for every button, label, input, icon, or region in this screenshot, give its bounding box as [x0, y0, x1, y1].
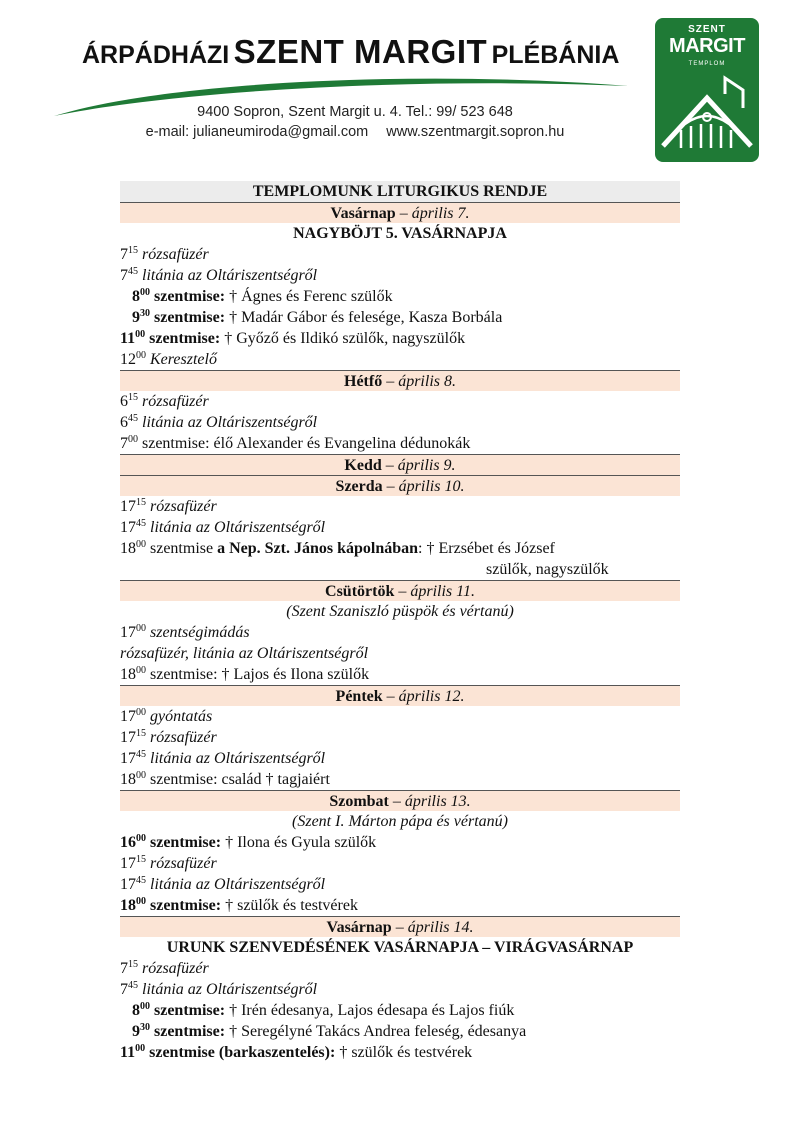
email: e-mail: julianeumiroda@gmail.com: [145, 124, 369, 140]
item-time: [120, 666, 146, 683]
item-text: litánia az Oltáriszentségről: [142, 981, 318, 998]
day-subtitle: (Szent Szaniszló püspök és vértanú): [286, 603, 514, 620]
item-text: † Irén édesanya, Lajos édesapa és Lajos fiúk: [229, 1002, 515, 1019]
day-header: Szombat – április 13.: [120, 790, 680, 811]
item-time: [132, 1023, 150, 1040]
schedule-item: [120, 517, 680, 538]
time-minute: 45: [136, 875, 146, 886]
time-hour: 17: [120, 708, 136, 725]
day-name: Hétfő: [344, 373, 383, 390]
item-text: Keresztelő: [150, 351, 217, 368]
time-hour: 8: [132, 288, 140, 305]
item-time: [120, 267, 138, 284]
time-minute: 45: [128, 413, 138, 424]
time-hour: 18: [120, 897, 136, 914]
time-minute: 00: [136, 833, 146, 844]
church-logo: [655, 18, 759, 162]
time-minute: 45: [128, 980, 138, 991]
day-subtitle: URUNK SZENVEDÉSÉNEK VASÁRNAPJA – VIRÁGVASÁRNAP: [166, 939, 634, 956]
item-time: [120, 729, 146, 746]
time-hour: 18: [120, 666, 136, 683]
schedule-item: [120, 1042, 680, 1063]
time-minute: 45: [128, 266, 138, 277]
item-text: szentségimádás: [150, 624, 250, 641]
time-hour: 17: [120, 750, 136, 767]
website: www.szentmargit.sopron.hu: [386, 124, 565, 140]
time-minute: 00: [140, 1001, 150, 1012]
item-time: [120, 498, 146, 515]
time-minute: 15: [128, 392, 138, 403]
schedule-item: [120, 979, 680, 1000]
item-time: [120, 519, 146, 536]
schedule-item: [120, 748, 680, 769]
time-hour: 11: [120, 1044, 136, 1061]
time-minute: 45: [136, 518, 146, 529]
time-hour: 16: [120, 834, 136, 851]
item-text: rózsafüzér, litánia az Oltáriszentségről: [120, 645, 369, 662]
day-name: Szombat: [329, 793, 389, 810]
item-text: rózsafüzér: [142, 960, 209, 977]
schedule-item: [120, 727, 680, 748]
item-time: [120, 414, 138, 431]
time-hour: 17: [120, 519, 136, 536]
logo-line-3: TEMPLOM: [688, 61, 726, 67]
address-line: 9400 Sopron, Szent Margit u. 4. Tel.: 99/ 523 648: [197, 104, 513, 120]
mass-label: szentmise:: [154, 1002, 226, 1019]
day-date: április 9.: [397, 457, 456, 474]
item-text: rózsafüzér: [142, 393, 209, 410]
schedule-item: [120, 286, 680, 307]
title-part-3: PLÉBÁNIA: [491, 41, 620, 69]
time-hour: 7: [120, 267, 128, 284]
day-name: Csütörtök: [325, 583, 395, 600]
contact-line: [120, 124, 590, 140]
time-hour: 6: [120, 414, 128, 431]
schedule-item: [120, 538, 680, 559]
schedule-item: [120, 958, 680, 979]
item-time: [120, 351, 146, 368]
item-text: litánia az Oltáriszentségről: [142, 414, 318, 431]
day-name: Kedd: [344, 457, 382, 474]
item-text: † Madár Gábor és felesége, Kasza Borbála: [229, 309, 503, 326]
schedule-item: [120, 706, 680, 727]
day-header: Hétfő – április 8.: [120, 370, 680, 391]
time-hour: 12: [120, 351, 136, 368]
item-text: rózsafüzér: [142, 246, 209, 263]
item-time: [120, 750, 146, 767]
item-time: [120, 876, 146, 893]
item-text: rózsafüzér: [150, 729, 217, 746]
schedule-item: [120, 853, 680, 874]
item-time: [120, 960, 138, 977]
item-text: † szülők és testvérek: [339, 1044, 473, 1061]
item-text: † szülők és testvérek: [225, 897, 358, 914]
item-time: [120, 624, 146, 641]
chapel-location: a Nep. Szt. János kápolnában: [217, 540, 419, 557]
schedule-item: [120, 328, 680, 349]
day-date: április 11.: [410, 583, 475, 600]
time-minute: 00: [135, 1043, 146, 1054]
logo-line-1: SZENT: [688, 24, 726, 35]
day-date: április 12.: [398, 688, 465, 705]
time-hour: 7: [120, 960, 128, 977]
paren-close: ):: [324, 1044, 336, 1061]
item-time: [120, 855, 146, 872]
schedule-item: [120, 874, 680, 895]
schedule-item: [120, 412, 680, 433]
time-minute: 15: [128, 245, 138, 256]
day-date: április 10.: [398, 478, 465, 495]
time-minute: 30: [140, 1022, 150, 1033]
mass-label: szentmise:: [150, 834, 222, 851]
item-time: [120, 330, 145, 347]
day-header: Csütörtök – április 11.: [120, 580, 680, 601]
time-minute: 15: [128, 959, 138, 970]
time-hour: 9: [132, 309, 140, 326]
day-date: április 13.: [404, 793, 471, 810]
item-time: [120, 981, 138, 998]
time-hour: 6: [120, 393, 128, 410]
item-text: † Győző és Ildikó szülők, nagyszülők: [224, 330, 466, 347]
time-hour: 18: [120, 771, 136, 788]
schedule-item: [120, 307, 680, 328]
title-part-1: ÁRPÁDHÁZI: [82, 41, 230, 69]
day-name: Vasárnap: [326, 919, 392, 936]
day-date: április 8.: [398, 373, 456, 390]
time-hour: 7: [120, 435, 128, 452]
schedule-item: [120, 664, 680, 685]
day-header: Vasárnap – április 14.: [120, 916, 680, 937]
schedule-item: [120, 643, 680, 664]
time-minute: 00: [136, 770, 146, 781]
day-date: április 14.: [407, 919, 474, 936]
time-minute: 00: [136, 539, 146, 550]
blessing-note: barkaszentelés: [224, 1044, 325, 1061]
item-text: szentmise: † Lajos és Ilona szülők: [150, 666, 370, 683]
liturgical-schedule: [120, 181, 680, 1063]
schedule-item: [120, 1000, 680, 1021]
item-text: litánia az Oltáriszentségről: [150, 750, 326, 767]
item-text: szentmise: élő Alexander és Evangelina dédunokák: [142, 435, 471, 452]
item-text: : † Erzsébet és József: [418, 540, 555, 557]
schedule-item: [120, 895, 680, 916]
time-minute: 30: [140, 308, 150, 319]
item-text: † Ágnes és Ferenc szülők: [229, 288, 393, 305]
letterhead: [0, 0, 800, 175]
item-text: gyóntatás: [150, 708, 213, 725]
item-time: [132, 1002, 150, 1019]
time-hour: 7: [120, 246, 128, 263]
time-minute: 45: [136, 749, 146, 760]
day-subtitle: (Szent I. Márton pápa és vértanú): [292, 813, 508, 830]
schedule-heading: TEMPLOMUNK LITURGIKUS RENDJE: [120, 181, 680, 202]
item-text: szentmise: család † tagjaiért: [150, 771, 330, 788]
item-time: [120, 708, 146, 725]
time-minute: 00: [136, 350, 146, 361]
paren-open: (: [218, 1044, 225, 1061]
item-text: rózsafüzér: [150, 855, 217, 872]
time-minute: 00: [136, 623, 146, 634]
time-minute: 15: [136, 854, 146, 865]
schedule-item: [120, 349, 680, 370]
schedule-item: [120, 769, 680, 790]
mass-label: szentmise:: [154, 309, 226, 326]
item-time: [120, 540, 146, 557]
schedule-item: [120, 265, 680, 286]
item-text: † Seregélyné Takács Andrea feleség, édesanya: [229, 1023, 527, 1040]
day-name: Szerda: [335, 478, 383, 495]
day-date: április 7.: [411, 205, 470, 222]
time-hour: 11: [120, 330, 136, 347]
schedule-item: [120, 622, 680, 643]
schedule-item: [120, 496, 680, 517]
item-time: [132, 309, 150, 326]
schedule-item: [120, 244, 680, 265]
item-time: [132, 288, 150, 305]
mass-label: szentmise:: [154, 288, 226, 305]
mass-label: szentmise:: [154, 1023, 226, 1040]
schedule-item: [120, 832, 680, 853]
item-text: litánia az Oltáriszentségről: [142, 267, 318, 284]
schedule-item: [120, 391, 680, 412]
time-hour: 9: [132, 1023, 140, 1040]
title-part-2: SZENT MARGIT: [233, 33, 488, 70]
time-hour: 17: [120, 876, 136, 893]
day-header: Péntek – április 12.: [120, 685, 680, 706]
time-minute: 00: [136, 707, 146, 718]
schedule-item: [120, 1021, 680, 1042]
item-text: szentmise: [150, 540, 214, 557]
time-minute: 00: [128, 434, 138, 445]
schedule-item: [120, 433, 680, 454]
mass-label: szentmise: [149, 1044, 215, 1061]
item-text: † Ilona és Gyula szülők: [225, 834, 377, 851]
day-header: Szerda – április 10.: [120, 475, 680, 496]
time-hour: 8: [132, 1002, 140, 1019]
church-icon: [655, 68, 759, 162]
time-minute: 00: [135, 329, 146, 340]
item-text: litánia az Oltáriszentségről: [150, 876, 326, 893]
time-hour: 17: [120, 498, 136, 515]
logo-line-2: MARGIT: [669, 35, 745, 57]
time-hour: 17: [120, 855, 136, 872]
day-header: Vasárnap – április 7.: [120, 202, 680, 223]
item-time: [120, 897, 146, 914]
parish-title: [82, 33, 619, 71]
time-minute: 15: [136, 497, 146, 508]
time-hour: 17: [120, 729, 136, 746]
day-name: Vasárnap: [330, 205, 396, 222]
item-time: [120, 1044, 145, 1061]
day-subtitle: NAGYBÖJT 5. VASÁRNAPJA: [293, 225, 507, 242]
mass-label: szentmise:: [149, 330, 221, 347]
item-text: litánia az Oltáriszentségről: [150, 519, 326, 536]
time-hour: 17: [120, 624, 136, 641]
time-minute: 00: [136, 896, 146, 907]
time-hour: 7: [120, 981, 128, 998]
item-continuation: szülők, nagyszülők: [486, 561, 609, 578]
time-minute: 15: [136, 728, 146, 739]
time-minute: 00: [140, 287, 150, 298]
item-text: rózsafüzér: [150, 498, 217, 515]
time-minute: 00: [136, 665, 146, 676]
day-name: Péntek: [335, 688, 383, 705]
item-time: [120, 393, 138, 410]
time-hour: 18: [120, 540, 136, 557]
day-header: Kedd – április 9.: [120, 454, 680, 475]
item-time: [120, 771, 146, 788]
mass-label: szentmise:: [150, 897, 222, 914]
item-time: [120, 246, 138, 263]
item-time: [120, 834, 146, 851]
item-time: [120, 435, 138, 452]
